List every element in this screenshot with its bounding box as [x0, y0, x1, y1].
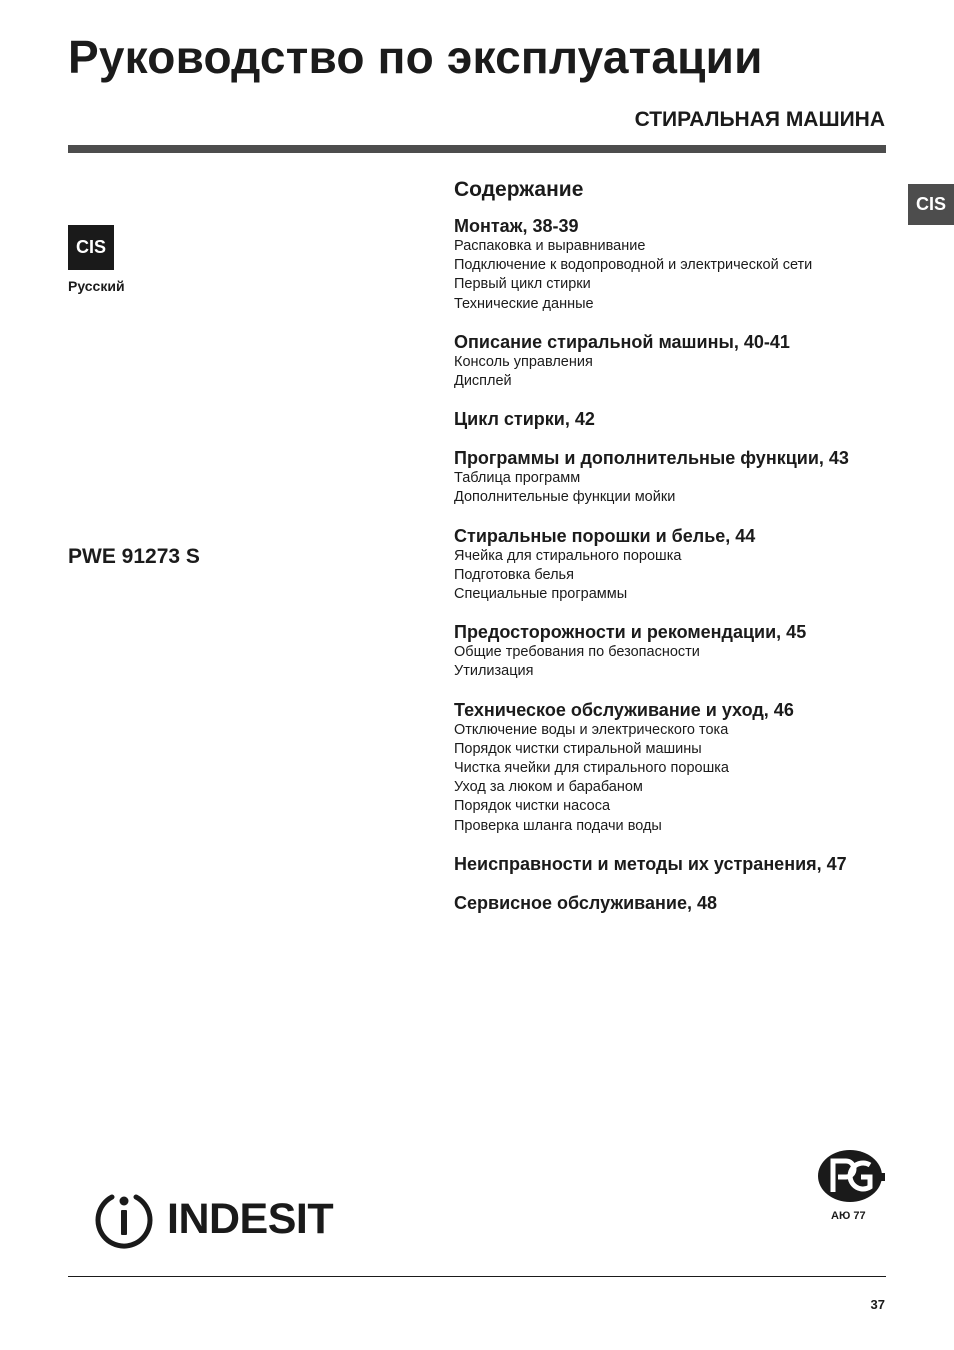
toc-item: Утилизация	[454, 663, 534, 680]
footer-rule	[68, 1276, 886, 1277]
toc-sections	[454, 215, 894, 914]
toc-section	[454, 853, 894, 875]
toc-section	[454, 621, 894, 681]
brand-name: INDESIT	[167, 1194, 334, 1243]
toc-section	[454, 892, 894, 914]
toc-item: Порядок чистки насоса	[454, 798, 611, 815]
toc-item: Дисплей	[454, 373, 512, 390]
page-number: 37	[870, 1297, 885, 1312]
product-type: СТИРАЛЬНАЯ МАШИНА	[634, 108, 885, 131]
toc-item-list	[454, 643, 894, 681]
toc-section	[454, 447, 894, 507]
toc-item: Отключение воды и электрического тока	[454, 721, 729, 738]
toc-section-title: Цикл стирки, 42	[454, 409, 595, 430]
pct-certification-mark-icon	[817, 1149, 887, 1205]
header-rule	[68, 145, 886, 153]
toc-section-title: Описание стиральной машины, 40-41	[454, 331, 790, 352]
toc-item: Таблица программ	[454, 470, 581, 487]
table-of-contents	[454, 178, 894, 931]
toc-section-title: Стиральные порошки и белье, 44	[454, 525, 756, 546]
pct-certification-mark	[817, 1149, 887, 1210]
toc-section-title: Неисправности и методы их устранения, 47	[454, 853, 847, 874]
indesit-power-logo-icon	[93, 1188, 155, 1250]
model-number: PWE 91273 S	[68, 545, 200, 568]
language-badge: CIS	[68, 225, 114, 270]
toc-item-list	[454, 469, 894, 507]
toc-item: Порядок чистки стиральной машины	[454, 740, 702, 757]
toc-item: Распаковка и выравнивание	[454, 238, 646, 254]
language-side-tab: CIS	[908, 184, 954, 225]
toc-item: Подготовка белья	[454, 566, 574, 583]
toc-item: Общие требования по безопасности	[454, 644, 700, 661]
toc-item-list	[454, 353, 894, 391]
toc-item: Специальные программы	[454, 586, 628, 603]
toc-item: Уход за люком и барабаном	[454, 779, 643, 796]
toc-section	[454, 525, 894, 605]
toc-item: Чистка ячейки для стирального порошка	[454, 760, 729, 777]
toc-item-list	[454, 547, 894, 605]
toc-section	[454, 215, 894, 314]
toc-section	[454, 408, 894, 430]
toc-section-title: Предосторожности и рекомендации, 45	[454, 622, 807, 643]
toc-item-list	[454, 237, 894, 314]
toc-item-list	[454, 721, 894, 836]
language-label: Русский	[68, 278, 125, 294]
toc-heading: Содержание	[454, 178, 584, 201]
toc-section-title: Сервисное обслуживание, 48	[454, 892, 717, 913]
brand-logo	[93, 1188, 333, 1250]
toc-item: Ячейка для стирального порошка	[454, 547, 682, 564]
toc-item: Консоль управления	[454, 353, 593, 370]
toc-item: Дополнительные функции мойки	[454, 489, 676, 506]
toc-item: Первый цикл стирки	[454, 276, 591, 293]
toc-section-title: Монтаж, 38-39	[454, 216, 579, 236]
toc-section	[454, 699, 894, 836]
toc-section-title: Техническое обслуживание и уход, 46	[454, 699, 794, 720]
toc-item: Проверка шланга подачи воды	[454, 817, 662, 834]
toc-section	[454, 331, 894, 391]
toc-item: Подключение к водопроводной и электрической сети	[454, 257, 813, 274]
toc-item: Технические данные	[454, 295, 594, 312]
page-title: Руководство по эксплуатации	[68, 31, 763, 83]
certification-code: АЮ 77	[831, 1210, 866, 1222]
toc-section-title: Программы и дополнительные функции, 43	[454, 448, 849, 469]
